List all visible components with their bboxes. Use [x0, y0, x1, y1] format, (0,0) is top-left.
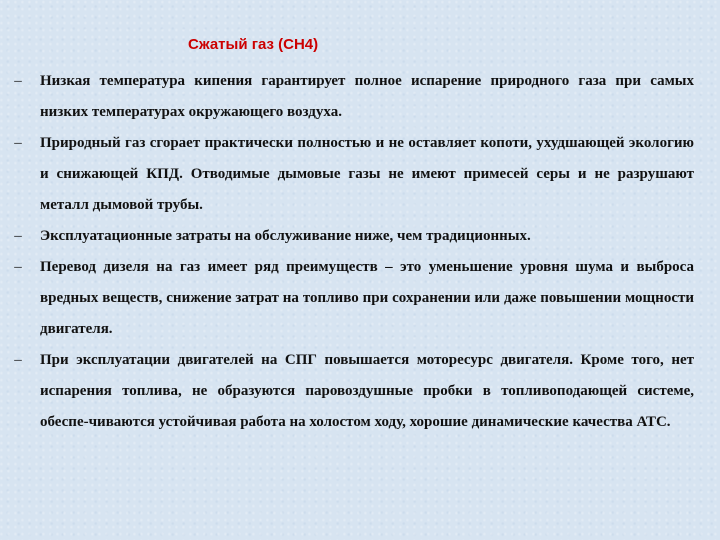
bullet-text: При эксплуатации двигателей на СПГ повышается моторесурс двигателя. Кроме того, нет испарения топлива, не образуются паровоздушные пробки в топливоподающей системе, обеспе-чиваются устойчивая работа на холостом ходу, хорошие динамические качества АТС.: [40, 352, 694, 430]
bullet-dash: –: [14, 228, 22, 244]
bullet-text: Природный газ сгорает практически полностью и не оставляет копоти, ухудшающей экологию и снижающей КПД. Отводимые дымовые газы не имеют примесей серы и не разрушают металл дымовой трубы.: [40, 135, 694, 213]
bullet-item-1: [8, 66, 694, 128]
bullet-dash: –: [14, 135, 22, 151]
bullet-item-4: [8, 252, 694, 345]
bullet-dash: –: [14, 73, 22, 89]
bullet-dash: –: [14, 352, 22, 368]
bullet-dash: –: [14, 259, 22, 275]
bullet-item-3: [8, 221, 694, 252]
bullet-list: [8, 66, 694, 438]
bullet-item-2: [8, 128, 694, 221]
bullet-text: Эксплуатационные затраты на обслуживание ниже, чем традиционных.: [40, 228, 531, 244]
slide-title: Сжатый газ (СН4): [188, 36, 319, 53]
bullet-text: Низкая температура кипения гарантирует полное испарение природного газа при самых низких температурах окружающего воздуха.: [40, 73, 694, 120]
bullet-item-5: [8, 345, 694, 438]
bullet-text: Перевод дизеля на газ имеет ряд преимуществ – это уменьшение уровня шума и выброса вредных веществ, снижение затрат на топливо при сохранении или даже повышении мощности двигателя.: [40, 259, 694, 337]
